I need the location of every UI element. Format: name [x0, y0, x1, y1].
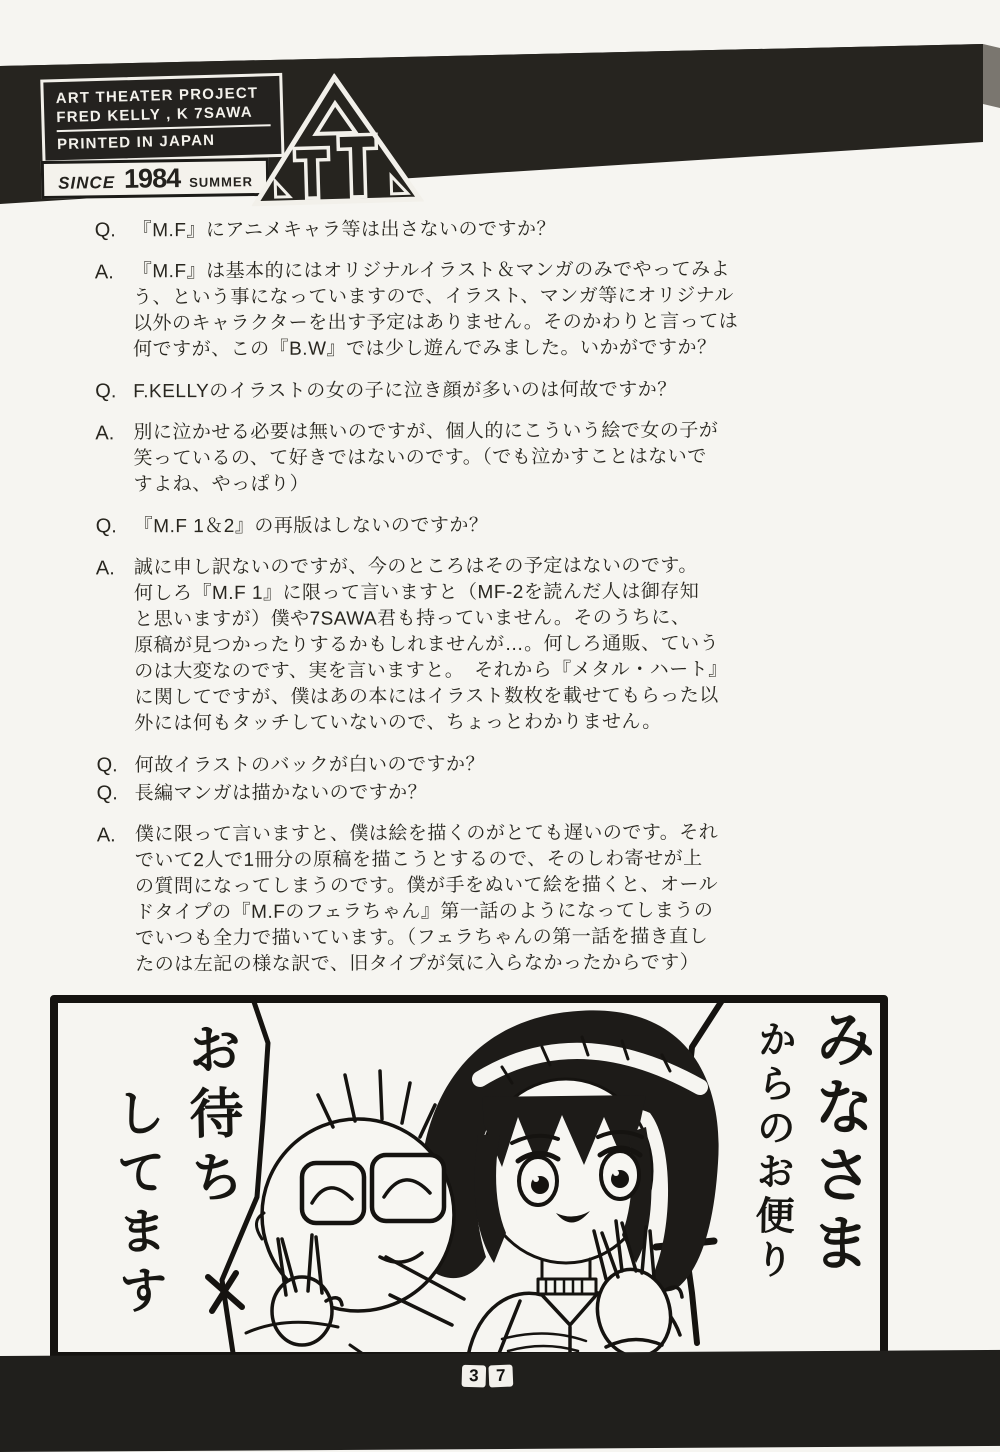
answer-line: 笑っているの、て好きではないのです。（でも泣かすことはないで: [133, 446, 707, 470]
answer-line: でいて2人で1冊分の原稿を描こうとするので、そのしわ寄せが上: [134, 848, 703, 872]
answer-label: A.: [95, 422, 115, 445]
caption-omachi: お待ち: [179, 1020, 245, 1214]
answer-line: の質問になってしまうのです。僕が手をぬいて絵を描くと、オール: [134, 874, 719, 898]
question-label: Q.: [94, 219, 116, 242]
motion-lines: [502, 1333, 586, 1351]
answer-line: と思いますが）僕や7SAWA君も持っていません。そのうちに、: [134, 607, 691, 631]
answer-line: すよね、やっぱり）: [133, 473, 310, 496]
answer-line: に関してですが、僕はあの本にはイラスト数枚を載せてもらった以: [134, 685, 719, 709]
answer-label: A.: [94, 261, 114, 284]
answer-line: う、という事になっていますので、イラスト、マンガ等にオリジナル: [132, 285, 734, 309]
since-year: 1984: [123, 163, 181, 194]
glint-left: [533, 1176, 539, 1182]
logo-line-2: FRED KELLY , K 7SAWA: [56, 103, 254, 127]
page-digit: 7: [488, 1365, 513, 1388]
boy-glasses-left: [302, 1163, 364, 1223]
since-label: SINCE: [57, 173, 116, 193]
qa-section: [0, 214, 1000, 993]
question-text: 『M.F 1＆2』の再版はしないのですか？: [133, 515, 489, 538]
art-theater-project-logo: [40, 68, 443, 209]
question-block-4: [97, 749, 1000, 779]
atp-pyramid-icon: [248, 71, 424, 208]
answer-text: [134, 552, 1000, 737]
caption-minasama: みなさま: [801, 1006, 877, 1280]
question-label: Q.: [96, 754, 118, 777]
question-text: F.KELLYのイラストの女の子に泣き顔が多いのは何故ですか？: [133, 379, 677, 403]
question-block-3: [96, 510, 1000, 540]
glint-right: [613, 1170, 619, 1176]
answer-line: 僕に限って言いますと、僕は絵を描くのがとても遅いのです。それ: [134, 822, 719, 846]
footer-band: [0, 1350, 1000, 1452]
answer-line: たのは左記の様な訳で、旧タイプが気に入らなかったからです）: [135, 952, 700, 976]
since-season: SUMMER: [189, 174, 254, 190]
answer-line: のは大変なのです、実を言いますと。 それから『メタル・ハート』: [134, 659, 728, 683]
logo-line-3: PRINTED IN JAPAN: [56, 131, 216, 154]
answer-text: [133, 417, 999, 498]
question-text: 『M.F』にアニメキャラ等は出さないのですか？: [132, 218, 556, 242]
question-block-5: [97, 777, 1000, 807]
answer-text: [135, 819, 1000, 978]
question-label: Q.: [95, 380, 117, 403]
answer-line: 外には何もタッチしていないので、ちょっとわかりません。: [134, 711, 662, 735]
answer-line: 『M.F』は基本的にはオリジナルイラスト＆マンガのみでやってみよ: [132, 259, 731, 283]
comic-panel: [50, 995, 888, 1356]
logo-line-1: ART THEATER PROJECT: [55, 84, 259, 108]
answer-line: 原稿が見つかったりするかもしれませんが…。何しろ通販、ていう: [134, 633, 720, 657]
since-box: [41, 158, 270, 199]
question-block-2: [95, 375, 999, 405]
answer-label: A.: [96, 824, 116, 847]
answer-line: 別に泣かせる必要は無いのですが、個人的にこういう絵で女の子が: [133, 420, 719, 444]
boy-glasses-right: [372, 1155, 444, 1221]
answer-block-4: [97, 819, 1000, 978]
question-text: 長編マンガは描かないのですか？: [134, 782, 428, 805]
answer-block-3: [96, 552, 1000, 737]
page-number: [462, 1365, 513, 1387]
question-label: Q.: [96, 782, 118, 805]
question-label: Q.: [95, 515, 117, 538]
answer-line: でいつも全力で描いています。（フェラちゃんの第一話を描き直し: [135, 926, 709, 950]
band-shadow: [983, 44, 1000, 108]
answer-line: 誠に申し訳ないのですが、今のところはその予定はないのです。: [133, 555, 698, 579]
answer-label: A.: [95, 557, 115, 580]
page-digit: 3: [462, 1365, 487, 1388]
answer-line: 以外のキャラクターを出す予定はありません。そのかわりと言っては: [132, 311, 739, 335]
answer-block-2: [95, 417, 999, 498]
question-text: 何故イラストのバックが白いのですか？: [134, 754, 486, 777]
question-block-1: [95, 214, 999, 244]
answer-line: 何ですが、この『B.W』では少し遊んでみました。いかがですか？: [133, 337, 717, 361]
caption-karano-otayori: からのお便り: [749, 1018, 796, 1284]
answer-block-1: [95, 256, 999, 363]
caption-shitemasu: してます: [107, 1086, 169, 1324]
answer-line: ドタイプの『M.Fのフェラちゃん』第一話のようになってしまうの: [135, 900, 714, 924]
answer-line: 何しろ『M.F 1』に限って言いますと（MF-2を読んだ人は御存知: [133, 581, 700, 605]
answer-text: [133, 256, 999, 363]
